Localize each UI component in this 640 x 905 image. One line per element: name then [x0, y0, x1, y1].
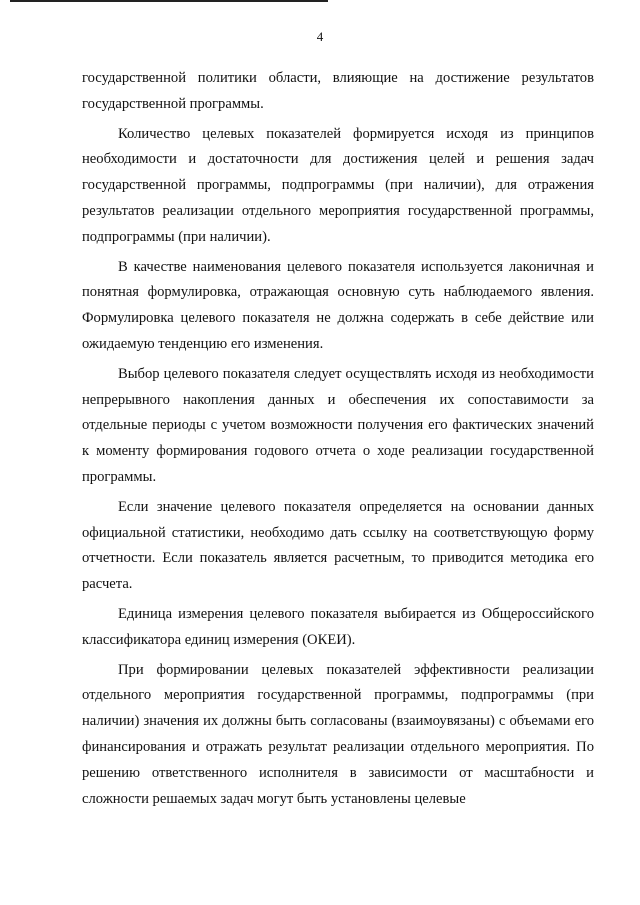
paragraph-2: Количество целевых показателей формируется исходя из принципов необходимости и достаточности для достижения целей и решения задач государственной программы, подпрограммы (при наличии), для отражения результатов реализации отдельного мероприятия государственной программы, подпрограммы (при наличии). [82, 125, 594, 245]
paragraph-1: государственной политики области, влияющие на достижение результатов государственной программы. [82, 70, 594, 112]
document-body [82, 66, 594, 812]
paragraph-3: В качестве наименования целевого показателя используется лаконичная и понятная формулировка, отражающая основную суть наблюдаемого явления. Формулировка целевого показателя не должна содержать в себе действие или ожидаемую тенденцию его изменения. [82, 258, 594, 352]
paragraph-7: При формировании целевых показателей эффективности реализации отдельного мероприятия государственной программы, подпрограммы (при наличии) значения их должны быть согласованы (взаимоувязаны) с объемами его финансирования и отражать результат реализации отдельного мероприятия. По решению ответственного исполнителя в зависимости от масштабности и сложности решаемых задач могут быть установлены целевые [82, 661, 594, 807]
paragraph-4: Выбор целевого показателя следует осуществлять исходя из необходимости непрерывного накопления данных и обеспечения их сопоставимости за отдельные периоды с учетом возможности получения его фактических значений к моменту формирования годового отчета о ходе реализации государственной программы. [82, 365, 594, 485]
top-border-line [10, 0, 328, 2]
paragraph-6: Единица измерения целевого показателя выбирается из Общероссийского классификатора единиц измерения (ОКЕИ). [82, 605, 594, 648]
paragraph-5: Если значение целевого показателя определяется на основании данных официальной статистики, необходимо дать ссылку на соответствующую форму отчетности. Если показатель является расчетным, то приводится методика его расчета. [82, 498, 594, 593]
page-number: 4 [316, 29, 324, 44]
